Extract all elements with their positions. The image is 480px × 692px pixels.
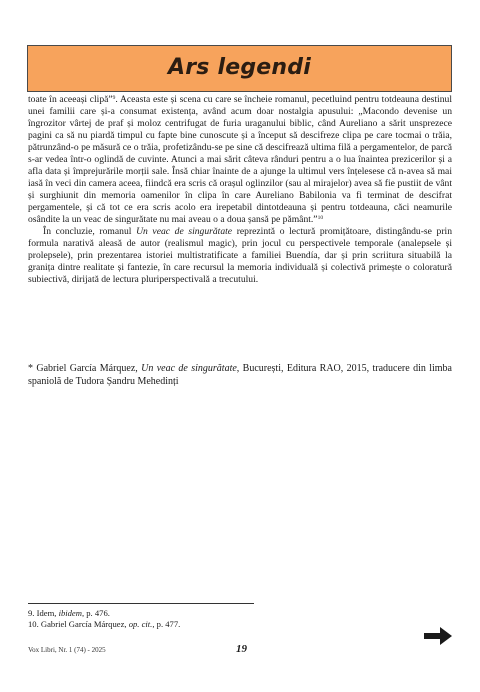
article-body <box>28 94 452 286</box>
page-number: 19 <box>236 643 247 655</box>
endnote-9 <box>28 608 328 619</box>
endnotes <box>28 608 328 630</box>
paragraph-2-start: În concluzie, romanul <box>43 226 137 237</box>
source-note-start: * Gabriel García Márquez, <box>28 363 142 374</box>
footnote-ref-10[interactable]: 10 <box>317 215 324 221</box>
endnote-10 <box>28 619 328 630</box>
endnote-10-page: , p. 477. <box>152 619 181 629</box>
right-arrow-shape <box>424 627 452 645</box>
paragraph-1-quote: . Aceasta este și scena cu care se încheie romanul, pecetluind pentru totdeauna destinul unei familii care și-a consumat existența, având acum doar nostalgia apusului: „Macondo devenise un îngrozitor vârtej de praf și moloz centrifugat de furia uraganului biblic, când Aureliano a sărit unsprezece pagini ca să nu piardă timpul cu fapte bine cunoscute și a început să descifreze clipa pe care tocmai o trăia, pătrunzând-o pe măsură ce o trăia, profetizându-se pe sine că descifrează ultima filă a pergamentelor, de parcă s-ar vedea într-o oglindă de cuvinte. Atunci a mai sărit câteva rânduri pentru a o lua înaintea prezicerilor și a afla data și împrejurările morții sale. Însă chiar înainte de a ajunge la ultimul vers înțelesese că n-avea să mai iasă în veci din camera aceea, fiindcă era scris că orașul oglinzilor (sau al mirajelor) avea să fie pustiit de vânt și surghiunit din memoria oamenilor în clipa în care Aureliano Babilonia va fi terminat de descifrat pergamentele, și că tot ce era scris acolo era irepetabil dintotdeauna și pentru totdeauna, căci neamurile osândite la un veac de singurătate nu mai aveau o a doua șansă pe pământ.” <box>28 94 452 225</box>
paragraph-1 <box>28 94 452 226</box>
source-note-title: Un veac de singurătate <box>141 363 237 374</box>
endnote-9-italic: ibidem <box>58 608 82 618</box>
right-arrow-icon[interactable] <box>423 626 453 646</box>
endnote-10-text: 10. Gabriel García Márquez, <box>28 619 129 629</box>
paragraph-2 <box>28 226 452 286</box>
book-title: Un veac de singurătate <box>136 226 233 237</box>
journal-footer: Vox Libri, Nr. 1 (74) - 2025 <box>28 646 106 654</box>
endnote-10-italic: op. cit. <box>128 619 153 629</box>
endnote-9-page: , p. 476. <box>81 608 110 618</box>
endnote-9-text: 9. Idem, <box>28 608 59 618</box>
section-header-band <box>27 45 452 92</box>
source-note-rest: , București, Editura RAO, 2015, traducere din limba spaniolă de Tudora Șandru Mehedinți <box>28 363 452 387</box>
footnote-divider <box>28 603 254 604</box>
source-note <box>28 362 452 388</box>
footnote-ref-9[interactable]: 9 <box>112 95 116 101</box>
section-title: Ars legendi <box>168 55 311 80</box>
paragraph-2-rest: reprezintă o lectură promițătoare, distingându-se prin formula narativă aleasă de autor (realismul magic), prin jocul cu perspectivele temporale (analepsele și prolepsele), prin prezentarea istoriei multistratificate a familiei Buendía, dar și prin scriitura situabilă la granița dintre realitate și fantezie, în care recursul la memoria individuală și colectivă primește o coloratură subiectivă, dirijată de lectura pluriperspectivală a trecutului. <box>28 226 452 285</box>
paragraph-1-start: toate în aceeași clipă” <box>28 94 113 105</box>
